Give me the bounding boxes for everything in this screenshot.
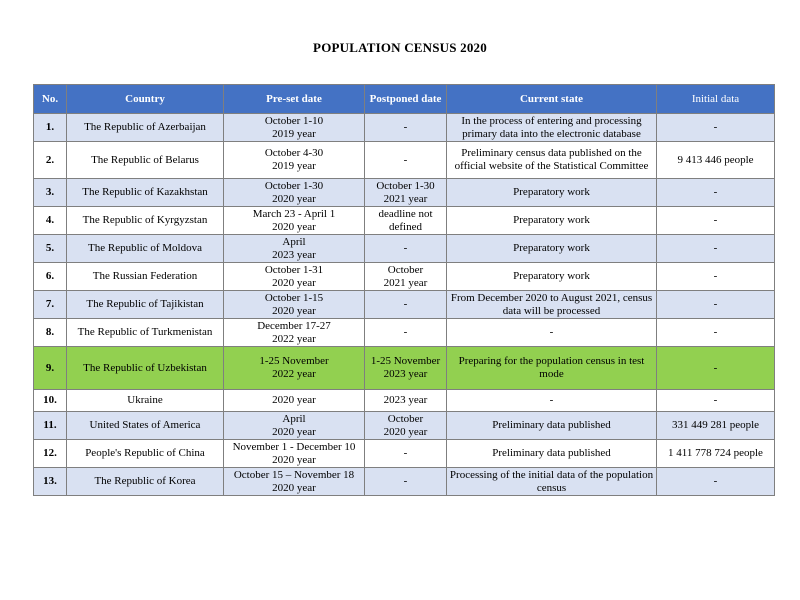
cell-postponed-date: -	[365, 114, 447, 142]
cell-country: The Republic of Belarus	[67, 142, 224, 179]
cell-preset-date: March 23 - April 1 2020 year	[224, 207, 365, 235]
cell-country: The Republic of Turkmenistan	[67, 319, 224, 347]
cell-preset-date: October 1-30 2020 year	[224, 179, 365, 207]
header-postponed-date: Postponed date	[365, 85, 447, 114]
cell-current-state: Preparatory work	[447, 207, 657, 235]
table-row	[34, 390, 775, 412]
table-row	[34, 347, 775, 390]
cell-postponed-date: October 2020 year	[365, 412, 447, 440]
cell-postponed-date: 1-25 November 2023 year	[365, 347, 447, 390]
table-row	[34, 440, 775, 468]
cell-initial-data: -	[657, 235, 775, 263]
cell-preset-date: April 2023 year	[224, 235, 365, 263]
cell-country: People's Republic of China	[67, 440, 224, 468]
cell-postponed-date: 2023 year	[365, 390, 447, 412]
cell-postponed-date: October 1-30 2021 year	[365, 179, 447, 207]
cell-no: 10.	[34, 390, 67, 412]
table-row	[34, 319, 775, 347]
cell-country: The Russian Federation	[67, 263, 224, 291]
cell-initial-data: 9 413 446 people	[657, 142, 775, 179]
cell-current-state: From December 2020 to August 2021, census data will be processed	[447, 291, 657, 319]
cell-country: The Republic of Azerbaijan	[67, 114, 224, 142]
cell-country: The Republic of Uzbekistan	[67, 347, 224, 390]
cell-current-state: Preliminary census data published on the official website of the Statistical Committee	[447, 142, 657, 179]
cell-current-state: -	[447, 390, 657, 412]
cell-country: The Republic of Moldova	[67, 235, 224, 263]
table-row	[34, 468, 775, 496]
cell-current-state: In the process of entering and processing primary data into the electronic database	[447, 114, 657, 142]
cell-no: 2.	[34, 142, 67, 179]
header-row	[34, 85, 775, 114]
cell-preset-date: October 1-10 2019 year	[224, 114, 365, 142]
cell-preset-date: October 4-30 2019 year	[224, 142, 365, 179]
cell-country: Ukraine	[67, 390, 224, 412]
cell-no: 13.	[34, 468, 67, 496]
cell-initial-data: -	[657, 207, 775, 235]
cell-current-state: Preliminary data published	[447, 440, 657, 468]
cell-no: 7.	[34, 291, 67, 319]
cell-no: 11.	[34, 412, 67, 440]
cell-country: The Republic of Kyrgyzstan	[67, 207, 224, 235]
header-no: No.	[34, 85, 67, 114]
table-row	[34, 142, 775, 179]
cell-postponed-date: -	[365, 468, 447, 496]
cell-initial-data: -	[657, 347, 775, 390]
cell-current-state: Preliminary data published	[447, 412, 657, 440]
table-row	[34, 412, 775, 440]
cell-no: 9.	[34, 347, 67, 390]
cell-country: The Republic of Kazakhstan	[67, 179, 224, 207]
cell-no: 12.	[34, 440, 67, 468]
cell-country: United States of America	[67, 412, 224, 440]
cell-current-state: -	[447, 319, 657, 347]
cell-no: 3.	[34, 179, 67, 207]
cell-preset-date: 1-25 November 2022 year	[224, 347, 365, 390]
cell-postponed-date: -	[365, 319, 447, 347]
cell-current-state: Preparatory work	[447, 179, 657, 207]
cell-initial-data: -	[657, 179, 775, 207]
cell-preset-date: November 1 - December 10 2020 year	[224, 440, 365, 468]
cell-preset-date: December 17-27 2022 year	[224, 319, 365, 347]
table-row	[34, 114, 775, 142]
cell-initial-data: 331 449 281 people	[657, 412, 775, 440]
cell-preset-date: October 1-15 2020 year	[224, 291, 365, 319]
cell-preset-date: April 2020 year	[224, 412, 365, 440]
table-body	[34, 114, 775, 496]
cell-preset-date: 2020 year	[224, 390, 365, 412]
cell-postponed-date: -	[365, 440, 447, 468]
cell-postponed-date: deadline not defined	[365, 207, 447, 235]
cell-no: 8.	[34, 319, 67, 347]
table-row	[34, 263, 775, 291]
cell-current-state: Preparatory work	[447, 263, 657, 291]
cell-postponed-date: October 2021 year	[365, 263, 447, 291]
cell-initial-data: -	[657, 114, 775, 142]
cell-initial-data: -	[657, 291, 775, 319]
cell-current-state: Preparing for the population census in test mode	[447, 347, 657, 390]
header-country: Country	[67, 85, 224, 114]
header-preset-date: Pre-set date	[224, 85, 365, 114]
header-initial-data: Initial data	[657, 85, 775, 114]
header-current-state: Current state	[447, 85, 657, 114]
cell-no: 1.	[34, 114, 67, 142]
cell-no: 4.	[34, 207, 67, 235]
cell-postponed-date: -	[365, 235, 447, 263]
cell-postponed-date: -	[365, 142, 447, 179]
cell-preset-date: October 1-31 2020 year	[224, 263, 365, 291]
cell-country: The Republic of Korea	[67, 468, 224, 496]
cell-preset-date: October 15 – November 18 2020 year	[224, 468, 365, 496]
census-table	[33, 84, 775, 496]
cell-initial-data: -	[657, 263, 775, 291]
cell-country: The Republic of Tajikistan	[67, 291, 224, 319]
cell-initial-data: -	[657, 390, 775, 412]
cell-initial-data: -	[657, 468, 775, 496]
cell-no: 6.	[34, 263, 67, 291]
table-row	[34, 291, 775, 319]
page-title: POPULATION CENSUS 2020	[313, 40, 487, 55]
table-row	[34, 207, 775, 235]
cell-postponed-date: -	[365, 291, 447, 319]
cell-initial-data: 1 411 778 724 people	[657, 440, 775, 468]
cell-initial-data: -	[657, 319, 775, 347]
table-row	[34, 179, 775, 207]
table-row	[34, 235, 775, 263]
cell-current-state: Processing of the initial data of the population census	[447, 468, 657, 496]
cell-no: 5.	[34, 235, 67, 263]
cell-current-state: Preparatory work	[447, 235, 657, 263]
